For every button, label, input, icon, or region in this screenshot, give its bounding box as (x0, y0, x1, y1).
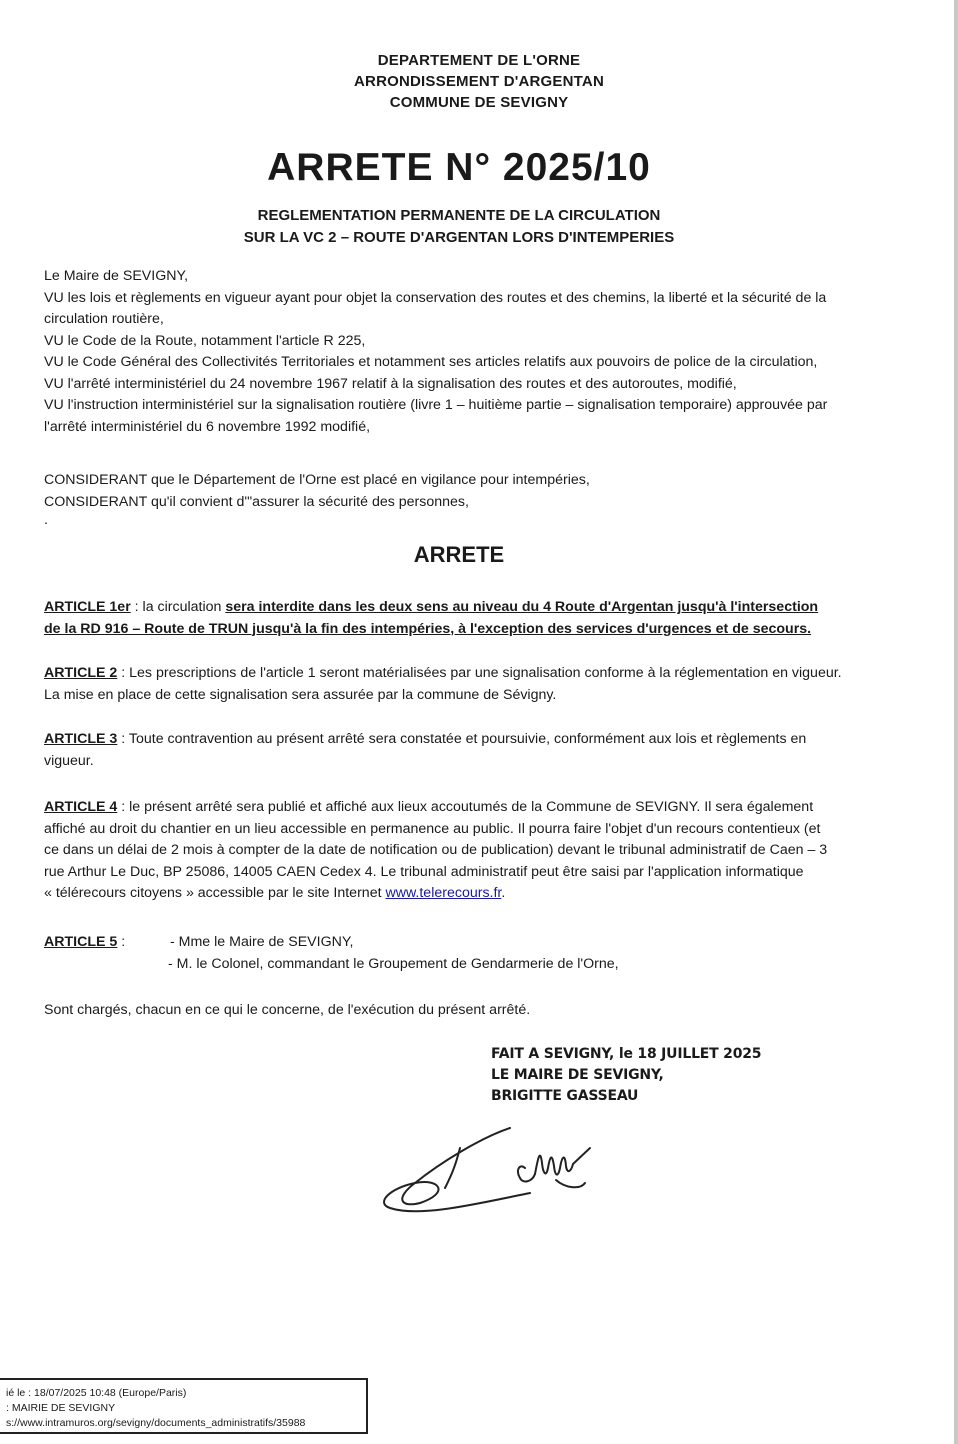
subtitle-line-2: SUR LA VC 2 – ROUTE D'ARGENTAN LORS D'INTEMPERIES (243, 229, 675, 246)
article-3-text-line-1: : Toute contravention au présent arrêté sera constatée et poursuivie, conformément aux lois et règlements en (117, 731, 807, 747)
signature-block (491, 1044, 761, 1107)
signature-name: BRIGITTE GASSEAU (491, 1088, 639, 1104)
article-5 (44, 932, 872, 975)
considerant-block (44, 470, 872, 527)
publication-stamp (0, 1378, 368, 1434)
preamble-line: Le Maire de SEVIGNY, (44, 268, 189, 284)
stamp-line-3: s://www.intramuros.org/sevigny/documents_administratifs/35988 (6, 1417, 306, 1429)
subtitle-line-1: REGLEMENTATION PERMANENTE DE LA CIRCULATION (257, 207, 661, 224)
article-2-text-line-2: La mise en place de cette signalisation sera assurée par la commune de Sévigny. (44, 686, 557, 703)
article-2-label: ARTICLE 2 (44, 665, 118, 681)
stamp-line-1: ié le : 18/07/2025 10:48 (Europe/Paris) (6, 1387, 187, 1399)
document-subtitle (0, 205, 918, 249)
stamp-line-2: : MAIRIE DE SEVIGNY (6, 1402, 116, 1414)
article-4-text-line-3: ce dans un délai de 2 mois à compter de la date de notification ou de publication) devant le tribunal administratif de Caen – 3 (44, 842, 828, 858)
article-4-text-end: . (501, 885, 506, 901)
article-1-intro: : la circulation (130, 599, 226, 615)
article-2 (44, 663, 872, 706)
article-2-text-line-1: : Les prescriptions de l'article 1 seront matérialisées par une signalisation conforme à la réglementation en vigueur. (117, 665, 842, 681)
handwritten-signature (360, 1108, 640, 1238)
article-3-text-line-2: vigueur. (44, 752, 94, 769)
article-1-label: ARTICLE 1er (44, 599, 131, 615)
header-departement: DEPARTEMENT DE L'ORNE (377, 52, 581, 69)
preamble-line: l'arrêté interministériel du 6 novembre 1992 modifié, (44, 418, 371, 435)
telerecours-link[interactable]: www.telerecours.fr (385, 885, 502, 901)
article-1-bold-line-1: sera interdite dans les deux sens au niveau du 4 Route d'Argentan jusqu'à l'intersection (225, 599, 819, 615)
signature-role: LE MAIRE DE SEVIGNY, (491, 1067, 664, 1083)
preamble-line: VU l'arrêté interministériel du 24 novembre 1967 relatif à la signalisation des routes et des autoroutes, modifié, (44, 375, 737, 392)
article-5-label: ARTICLE 5 (44, 934, 118, 950)
preamble-line: VU les lois et règlements en vigueur ayant pour objet la conservation des routes et des chemins, la liberté et la sécurité de la (44, 289, 827, 306)
article-4-text-line-5: « télérecours citoyens » accessible par le site Internet (44, 885, 386, 901)
article-5-item-1: - Mme le Maire de SEVIGNY, (170, 934, 354, 950)
header-block (0, 50, 958, 113)
article-1 (44, 597, 872, 640)
article-5-item-2: - M. le Colonel, commandant le Groupement de Gendarmerie de l'Orne, (168, 955, 619, 972)
article-4-text-line-4: rue Arthur Le Duc, BP 25086, 14005 CAEN Cedex 4. Le tribunal administratif peut être saisi par l'application informatique (44, 863, 804, 880)
article-4-text-line-2: affiché au droit du chantier en un lieu accessible en permanence au public. Il pourra faire l'objet d'un recours contentieux (et (44, 820, 821, 837)
article-4 (44, 797, 872, 905)
preamble-line: VU le Code de la Route, notamment l'article R 225, (44, 332, 366, 349)
preamble-line: VU le Code Général des Collectivités Territoriales et notamment ses articles relatifs aux pouvoirs de police de la circulation, (44, 354, 818, 370)
article-3 (44, 729, 872, 772)
article-3-label: ARTICLE 3 (44, 731, 118, 747)
arrete-heading: ARRETE (413, 542, 505, 567)
article-1-bold-line-2: de la RD 916 – Route de TRUN jusqu'à la fin des intempéries, à l'exception des services d'urgences et de secours. (44, 620, 812, 637)
signature-place-date: FAIT A SEVIGNY, le 18 JUILLET 2025 (491, 1046, 762, 1062)
considerant-line: CONSIDERANT que le Département de l'Orne est placé en vigilance pour intempéries, (44, 472, 590, 488)
header-commune: COMMUNE DE SEVIGNY (389, 94, 569, 111)
article-5-sep: : (117, 934, 126, 950)
article-4-label: ARTICLE 4 (44, 799, 118, 815)
page-edge (954, 0, 958, 1444)
preamble-line: VU l'instruction interministériel sur la signalisation routière (livre 1 – huitième partie – signalisation temporaire) approuvée par (44, 397, 828, 413)
closing-text: Sont chargés, chacun en ce qui le concerne, de l'exécution du présent arrêté. (44, 1002, 531, 1018)
closing-statement (44, 1000, 872, 1022)
stray-dot: . (44, 512, 48, 528)
preamble (44, 266, 872, 438)
header-arrondissement: ARRONDISSEMENT D'ARGENTAN (354, 73, 604, 90)
considerant-line: CONSIDERANT qu'il convient d'"assurer la sécurité des personnes, (44, 493, 469, 510)
preamble-line: circulation routière, (44, 311, 164, 327)
document-title: ARRETE N° 2025/10 (267, 146, 651, 189)
article-4-text-line-1: : le présent arrêté sera publié et affiché aux lieux accoutumés de la Commune de SEVIGNY. Il sera également (117, 799, 814, 815)
